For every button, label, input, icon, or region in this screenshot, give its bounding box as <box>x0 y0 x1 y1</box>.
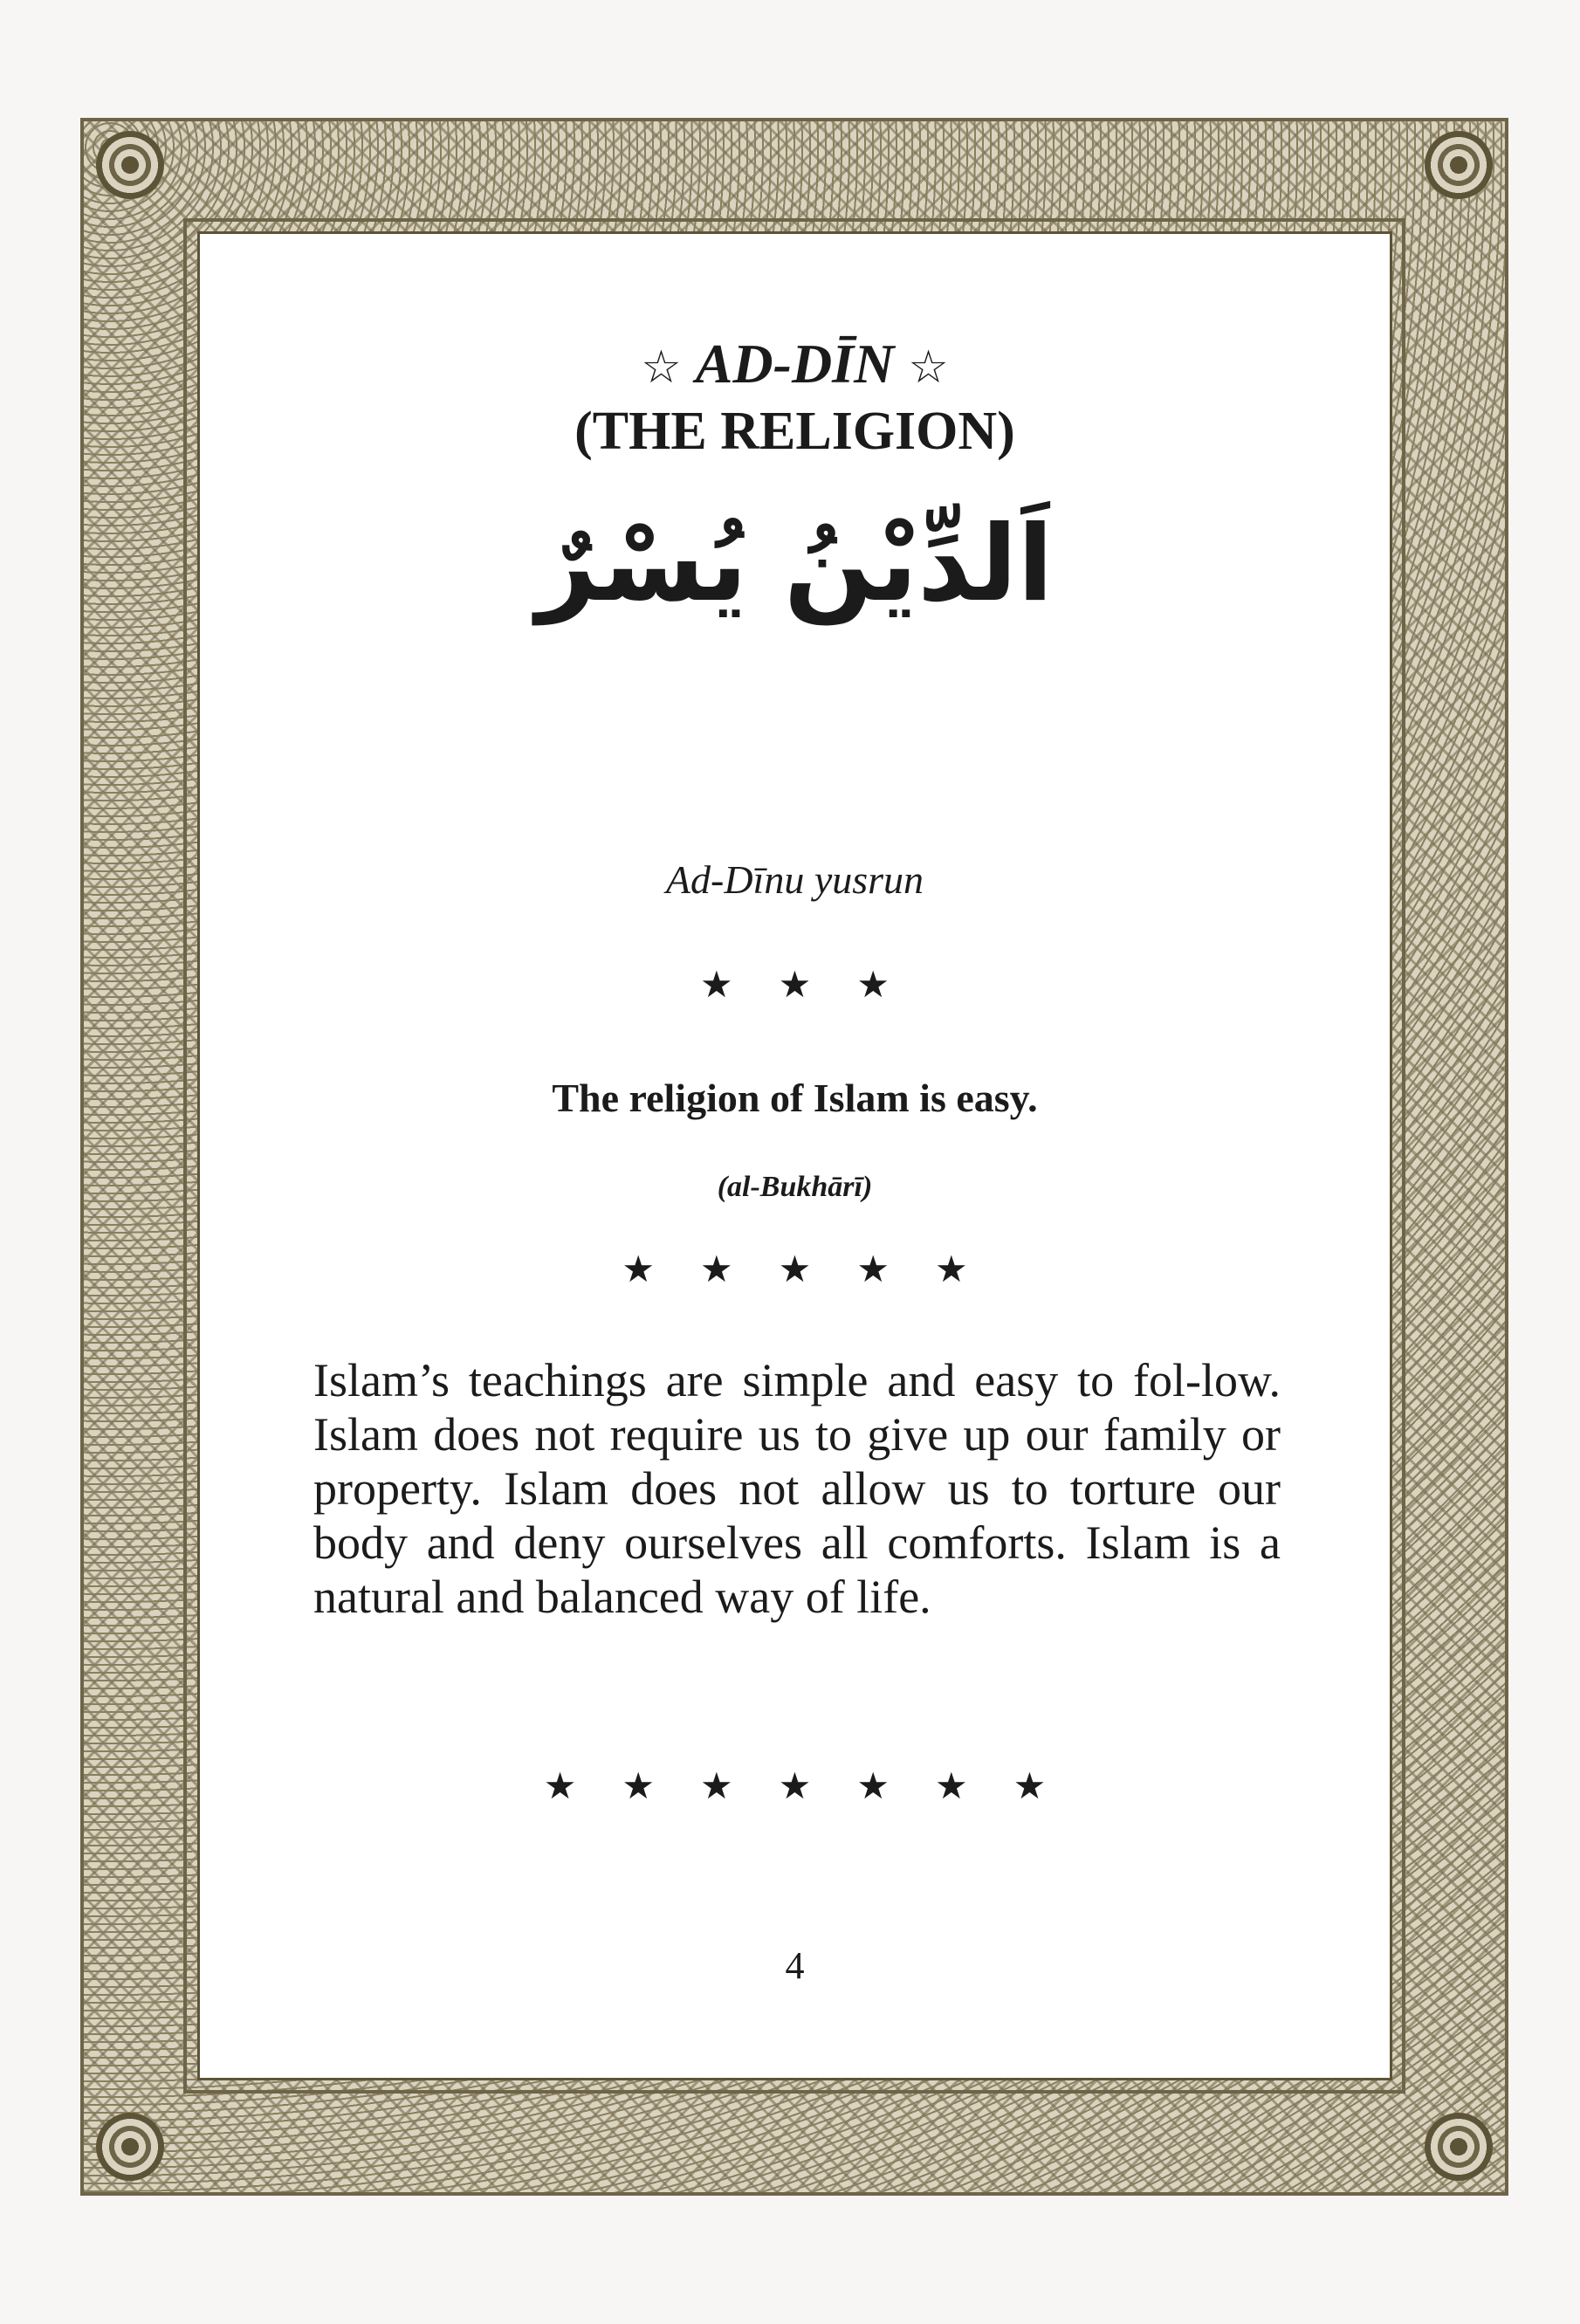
page-content <box>197 231 1392 2080</box>
page-subtitle: (THE RELIGION) <box>574 402 1015 461</box>
corner-rosette-top-left <box>96 131 164 199</box>
hadith-source: (al-Bukhārī) <box>717 1171 873 1203</box>
arabic-hadith: اَلدِّيْنُ يُسْرٌ <box>536 504 1054 625</box>
corner-rosette-bottom-left <box>96 2113 164 2181</box>
explanation-paragraph: Islam’s teachings are simple and easy to fol-low. Islam does not require us to give up our family or property. Islam does not allow us to torture our body and deny ourselves all comforts. Islam is a natural and balanced way of life. <box>313 1354 1281 1623</box>
title-text: AD-DĪN <box>695 333 895 395</box>
star-divider: ★★★★★ <box>622 1248 1013 1290</box>
transliteration: Ad-Dīnu yusrun <box>665 857 924 902</box>
corner-rosette-bottom-right <box>1425 2113 1493 2181</box>
star-outline-icon: ☆ <box>908 343 949 393</box>
corner-rosette-top-right <box>1425 131 1493 199</box>
page-number: 4 <box>785 1944 805 1987</box>
page-title <box>197 333 1392 395</box>
star-divider: ★★★ <box>700 963 935 1006</box>
star-outline-icon: ☆ <box>641 343 682 393</box>
translation: The religion of Islam is easy. <box>552 1076 1038 1120</box>
star-divider: ★★★★★★★ <box>543 1764 1092 1807</box>
